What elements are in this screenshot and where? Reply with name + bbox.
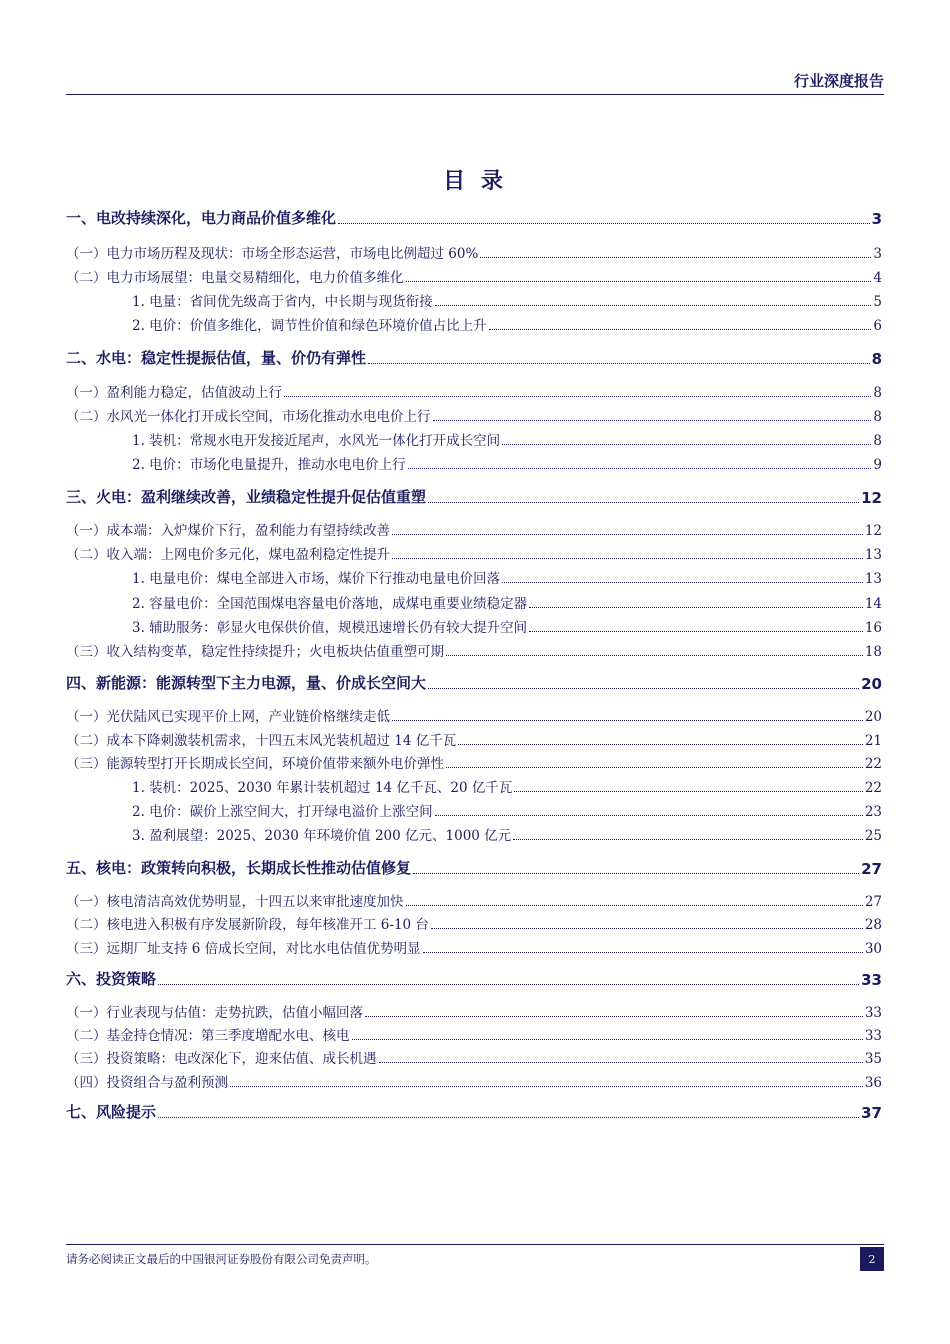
- report-type-label: 行业深度报告: [793, 72, 884, 90]
- toc-entry[interactable]: （四）投资组合与盈利预测 36: [66, 1075, 882, 1091]
- toc-entry[interactable]: 3. 辅助服务：彰显火电保供价值，规模迅速增长仍有较大提升空间 16: [132, 620, 882, 636]
- toc-entry[interactable]: （三）收入结构变革，稳定性持续提升；火电板块估值重塑可期 18: [66, 644, 882, 660]
- toc-entry[interactable]: 1. 装机：常规水电开发接近尾声，水风光一体化打开成长空间 8: [132, 433, 882, 449]
- toc-entry[interactable]: 1. 电量：省间优先级高于省内，中长期与现货衔接 5: [132, 294, 882, 310]
- toc-entry[interactable]: 2. 电价：碳价上涨空间大，打开绿电溢价上涨空间 23: [132, 804, 882, 820]
- toc-entry[interactable]: （二）基金持仓情况：第三季度增配水电、核电 33: [66, 1028, 882, 1044]
- toc-entry[interactable]: 四、新能源：能源转型下主力电源，量、价成长空间大 20: [66, 674, 882, 693]
- toc-entry[interactable]: （二）核电进入积极有序发展新阶段，每年核准开工 6-10 台 28: [66, 917, 882, 933]
- toc-entry[interactable]: （一）成本端：入炉煤价下行，盈利能力有望持续改善 12: [66, 523, 882, 539]
- page-header: [66, 60, 884, 95]
- toc-entry[interactable]: （二）水风光一体化打开成长空间，市场化推动水电电价上行 8: [66, 409, 882, 425]
- page-number: 2: [860, 1247, 884, 1271]
- toc-entry[interactable]: （二）收入端：上网电价多元化，煤电盈利稳定性提升 13: [66, 547, 882, 563]
- toc-entry[interactable]: 二、水电：稳定性提振估值，量、价仍有弹性 8: [66, 349, 882, 368]
- toc-entry[interactable]: 七、风险提示 37: [66, 1103, 882, 1122]
- disclaimer-text: 请务必阅读正文最后的中国银河证券股份有限公司免责声明。: [66, 1252, 377, 1266]
- toc-entry[interactable]: 三、火电：盈利继续改善，业绩稳定性提升促估值重塑 12: [66, 488, 882, 507]
- toc-entry[interactable]: 1. 装机：2025、2030 年累计装机超过 14 亿千瓦、20 亿千瓦 22: [132, 780, 882, 796]
- toc-entry[interactable]: （一）电力市场历程及现状：市场全形态运营，市场电比例超过 60% 3: [66, 246, 882, 262]
- toc-entry[interactable]: 2. 电价：市场化电量提升，推动水电电价上行 9: [132, 457, 882, 473]
- toc-title: 目 录: [443, 169, 507, 194]
- page-footer: [66, 1244, 884, 1266]
- toc-entry[interactable]: （三）能源转型打开长期成长空间，环境价值带来额外电价弹性 22: [66, 756, 882, 772]
- toc-entry[interactable]: 五、核电：政策转向积极，长期成长性推动估值修复 27: [66, 859, 882, 878]
- toc-entry[interactable]: 2. 电价：价值多维化，调节性价值和绿色环境价值占比上升 6: [132, 318, 882, 334]
- toc-entry[interactable]: （一）光伏陆风已实现平价上网，产业链价格继续走低 20: [66, 709, 882, 725]
- toc-entry[interactable]: （一）行业表现与估值：走势抗跌，估值小幅回落 33: [66, 1005, 882, 1021]
- toc-entry[interactable]: 3. 盈利展望：2025、2030 年环境价值 200 亿元、1000 亿元 25: [132, 828, 882, 844]
- toc-entry[interactable]: 一、电改持续深化，电力商品价值多维化 3: [66, 209, 882, 228]
- toc-entry[interactable]: 2. 容量电价：全国范围煤电容量电价落地，成煤电重要业绩稳定器 14: [132, 596, 882, 612]
- toc-entry[interactable]: （三）远期厂址支持 6 倍成长空间，对比水电估值优势明显 30: [66, 941, 882, 957]
- toc-entry[interactable]: （二）成本下降刺激装机需求，十四五末风光装机超过 14 亿千瓦 21: [66, 733, 882, 749]
- toc-entry[interactable]: （一）盈利能力稳定，估值波动上行 8: [66, 385, 882, 401]
- toc-entry[interactable]: 1. 电量电价：煤电全部进入市场，煤价下行推动电量电价回落 13: [132, 571, 882, 587]
- toc-entry[interactable]: （一）核电清洁高效优势明显，十四五以来审批速度加快 27: [66, 894, 882, 910]
- toc-entry[interactable]: 六、投资策略 33: [66, 970, 882, 989]
- toc-entry[interactable]: （三）投资策略：电改深化下，迎来估值、成长机遇 35: [66, 1051, 882, 1067]
- toc-entry[interactable]: （二）电力市场展望：电量交易精细化，电力价值多维化 4: [66, 270, 882, 286]
